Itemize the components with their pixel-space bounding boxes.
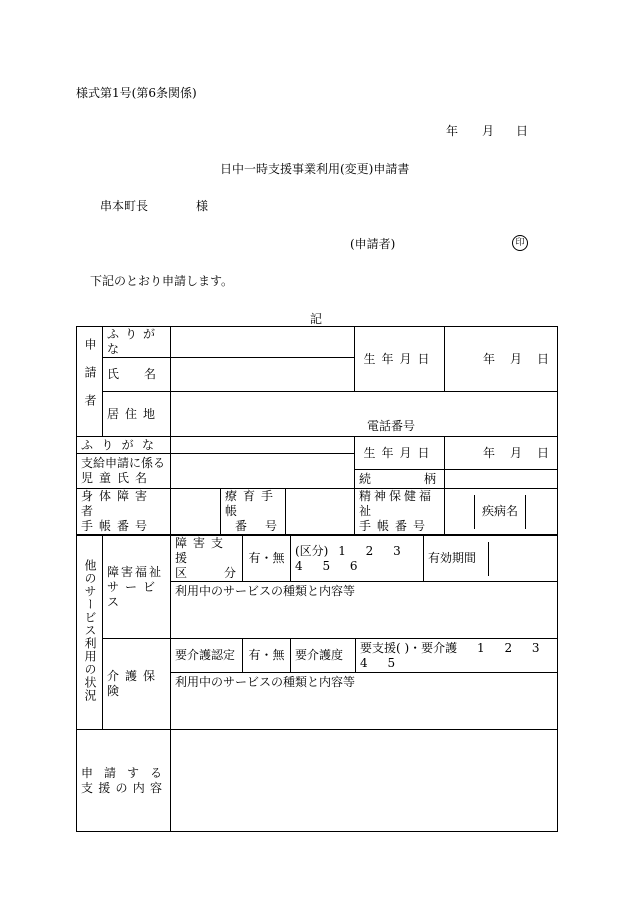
child-birth-field[interactable]: 年 月 日 <box>445 437 558 470</box>
seal-icon: 印 <box>512 235 528 251</box>
care-yes-no[interactable]: 有・無 <box>243 639 291 673</box>
physical-handbook-label: 身体障害者 手帳番号 <box>77 489 171 535</box>
child-name-field[interactable] <box>171 454 355 489</box>
support-class-numbers[interactable]: (区分) 1 2 3 4 5 6 <box>291 536 424 582</box>
disease-label: 疾病名 <box>475 495 526 529</box>
valid-period-cell <box>424 536 558 582</box>
furigana-label: ふりがな <box>103 327 171 358</box>
applicant-table <box>76 326 558 535</box>
support-class-label: 障害支援 区 分 <box>171 536 243 582</box>
applicant-vertical-label: 申請者 <box>77 327 103 437</box>
ryoiku-handbook-field[interactable] <box>286 489 355 535</box>
ki-label: 記 <box>310 312 323 326</box>
birth-field[interactable]: 年 月 日 <box>445 327 558 392</box>
welfare-yes-no[interactable]: 有・無 <box>243 536 291 582</box>
request-content-field[interactable] <box>171 730 558 832</box>
form-number: 様式第1号(第6条関係) <box>76 86 197 100</box>
care-service-content[interactable]: 利用中のサービスの種類と内容等 <box>171 673 558 730</box>
address-label: 居住地 <box>103 392 171 437</box>
name-field[interactable] <box>171 358 355 392</box>
child-furigana-field[interactable] <box>171 437 355 454</box>
birth-label: 生年月日 <box>355 327 445 392</box>
care-cert-label: 要介護認定 <box>171 639 243 673</box>
relation-field[interactable] <box>445 470 558 489</box>
document-title: 日中一時支援事業利用(変更)申請書 <box>220 162 410 176</box>
honorific: 様 <box>196 199 209 213</box>
relation-label: 続 柄 <box>355 470 445 489</box>
date-month-label: 月 <box>482 124 495 138</box>
physical-handbook-field[interactable] <box>171 489 221 535</box>
furigana-field[interactable] <box>171 327 355 358</box>
disease-field[interactable] <box>526 495 557 529</box>
phone-label: 電話番号 <box>367 419 416 433</box>
mental-handbook-field[interactable] <box>445 495 475 529</box>
intro-text: 下記のとおり申請します。 <box>90 274 234 288</box>
welfare-service-content[interactable]: 利用中のサービスの種類と内容等 <box>171 582 558 639</box>
care-level-label: 要介護度 <box>291 639 356 673</box>
address-field[interactable] <box>171 392 558 437</box>
name-label: 氏 名 <box>103 358 171 392</box>
care-insurance-label: 介護保険 <box>103 639 171 730</box>
mental-handbook-cell <box>445 489 558 535</box>
other-services-vertical-label: 他のサービス利用の状況 <box>77 536 103 730</box>
care-level-options[interactable]: 要支援( )・要介護 1 2 3 4 5 <box>356 639 558 673</box>
mental-handbook-label: 精神保健福祉 手帳番号 <box>355 489 445 535</box>
request-content-label: 申 請 す る 支 援 の 内 容 <box>77 730 171 832</box>
addressee: 串本町長 <box>100 199 149 213</box>
seal-mark <box>512 234 528 251</box>
services-table <box>76 535 558 832</box>
child-furigana-label: ふ り が な <box>77 437 171 454</box>
date-day-label: 日 <box>516 124 529 138</box>
ryoiku-handbook-label: 療育手帳 番 号 <box>221 489 286 535</box>
child-birth-label: 生年月日 <box>355 437 445 470</box>
valid-period-label: 有効期間 <box>424 542 489 576</box>
child-name-label: 支給申請に係る 児童氏名 <box>77 454 171 489</box>
applicant-label: (申請者) <box>350 237 396 251</box>
date-year-label: 年 <box>446 124 459 138</box>
welfare-service-label: 障害福祉 サービス <box>103 536 171 639</box>
valid-period-field[interactable] <box>489 542 557 576</box>
